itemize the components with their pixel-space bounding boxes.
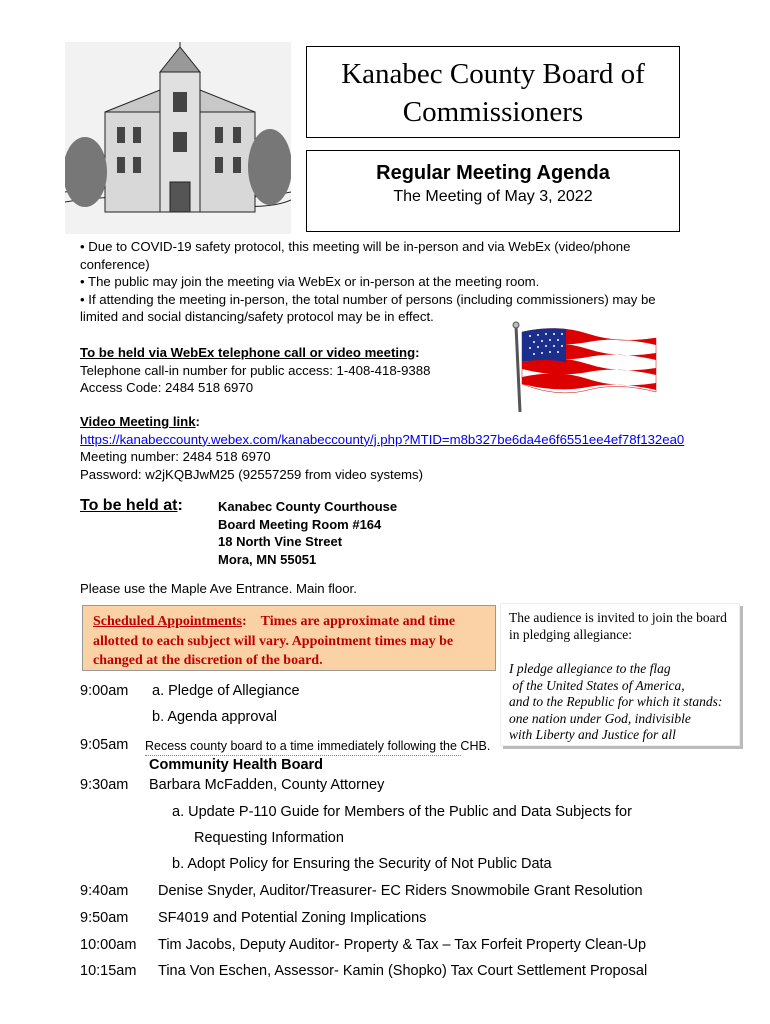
pledge-box: [500, 603, 740, 746]
held-at-label: [80, 497, 183, 515]
agenda-item: Tim Jacobs, Deputy Auditor- Property & Tax – Tax Forfeit Property Clean-Up: [158, 937, 647, 953]
meeting-number: Meeting number: 2484 518 6970: [80, 449, 271, 464]
entrance-note: Please use the Maple Ave Entrance. Main floor.: [80, 581, 357, 596]
webex-phone: Telephone call-in number for public access: 1-408-418-9388: [80, 362, 431, 378]
agenda-time: 9:40am: [80, 883, 129, 899]
chb-heading: Community Health Board: [149, 757, 324, 773]
scheduled-colon: :: [241, 614, 247, 629]
video-meeting-link[interactable]: https://kanabeccounty.webex.com/kanabeccounty/j.php?MTID=m8b327be6da4e6f6551ee4ef78f132ea0: [80, 431, 685, 447]
video-heading-colon: :: [195, 414, 200, 429]
agenda-item: b. Agenda approval: [152, 709, 277, 725]
agenda-time: 9:00am: [80, 683, 129, 699]
agenda-time: 10:15am: [80, 963, 137, 979]
agenda-item: Barbara McFadden, County Attorney: [149, 777, 385, 793]
pledge-line: and to the Republic for which it stands:: [509, 694, 723, 709]
address-line: 18 North Vine Street: [218, 534, 343, 549]
agenda-item: SF4019 and Potential Zoning Implications: [158, 910, 427, 926]
held-at-text: To be held at: [80, 497, 178, 514]
scheduled-note: Times are approximate and time allotted to each subject will vary. Appointment times may be changed at the discretion of the board.: [93, 614, 456, 668]
agenda-item: a. Pledge of Allegiance: [152, 683, 300, 699]
webex-access-code: Access Code: 2484 518 6970: [80, 380, 254, 395]
webex-heading-colon: :: [415, 345, 420, 360]
covid-note: • If attending the meeting in-person, the total number of persons (including commissioners) may be limited and social distancing/safety protocol may be in effect.: [80, 291, 656, 324]
agenda-subitem: [172, 799, 632, 877]
agenda-item: Recess county board to a time immediately following the CHB.: [145, 739, 491, 753]
pledge-line: of the United States of America,: [509, 677, 685, 693]
agenda-subitem-text: Requesting Information: [194, 830, 344, 846]
held-at-colon: :: [177, 497, 183, 514]
agenda-subitem-text: b. Adopt Policy for Ensuring the Security of Not Public Data: [172, 856, 552, 872]
pledge-line: I pledge allegiance to the flag: [509, 661, 671, 676]
scheduled-label: Scheduled Appointments: [93, 614, 242, 629]
agenda-item: Tina Von Eschen, Assessor- Kamin (Shopko) Tax Court Settlement Proposal: [158, 963, 648, 979]
covid-note: • Due to COVID-19 safety protocol, this meeting will be in-person and via WebEx (video/phone conference): [80, 239, 631, 272]
meeting-date: The Meeting of May 3, 2022: [393, 188, 593, 205]
covid-note: • The public may join the meeting via WebEx or in-person at the meeting room.: [80, 274, 540, 289]
agenda-time: 9:50am: [80, 910, 129, 926]
pledge-line: one nation under God, indivisible: [509, 710, 691, 726]
pledge-line: with Liberty and Justice for all: [509, 727, 676, 742]
video-section: [80, 413, 684, 483]
covid-notes: [80, 238, 680, 326]
address-line: Kanabec County Courthouse: [218, 499, 398, 514]
scheduled-appointments-box: [82, 605, 496, 671]
agenda-title-box: [306, 150, 680, 232]
american-flag-illustration: [508, 320, 660, 412]
meeting-password: Password: w2jKQBJwM25 (92557259 from video systems): [80, 466, 424, 482]
agenda-title: Regular Meeting Agenda: [376, 162, 610, 184]
agenda-time: 10:00am: [80, 937, 137, 953]
agenda-item: Denise Snyder, Auditor/Treasurer- EC Riders Snowmobile Grant Resolution: [158, 883, 643, 899]
divider: [145, 755, 461, 756]
agenda-time: 9:05am: [80, 737, 129, 753]
webex-heading: To be held via WebEx telephone call or video meeting: [80, 345, 416, 360]
courthouse-illustration: [65, 42, 291, 234]
org-title-box: [306, 46, 680, 138]
address-line: Mora, MN 55051: [218, 551, 317, 567]
agenda-time: 9:30am: [80, 777, 129, 793]
video-heading: Video Meeting link: [80, 414, 196, 429]
agenda-subitem-text: a. Update P-110 Guide for Members of the Public and Data Subjects for: [172, 804, 632, 820]
address-line: Board Meeting Room #164: [218, 516, 382, 532]
webex-section: [80, 344, 430, 397]
pledge-intro: The audience is invited to join the board in pledging allegiance:: [509, 610, 727, 642]
org-title: Kanabec County Board of Commissioners: [341, 58, 645, 128]
address-block: [218, 498, 397, 568]
